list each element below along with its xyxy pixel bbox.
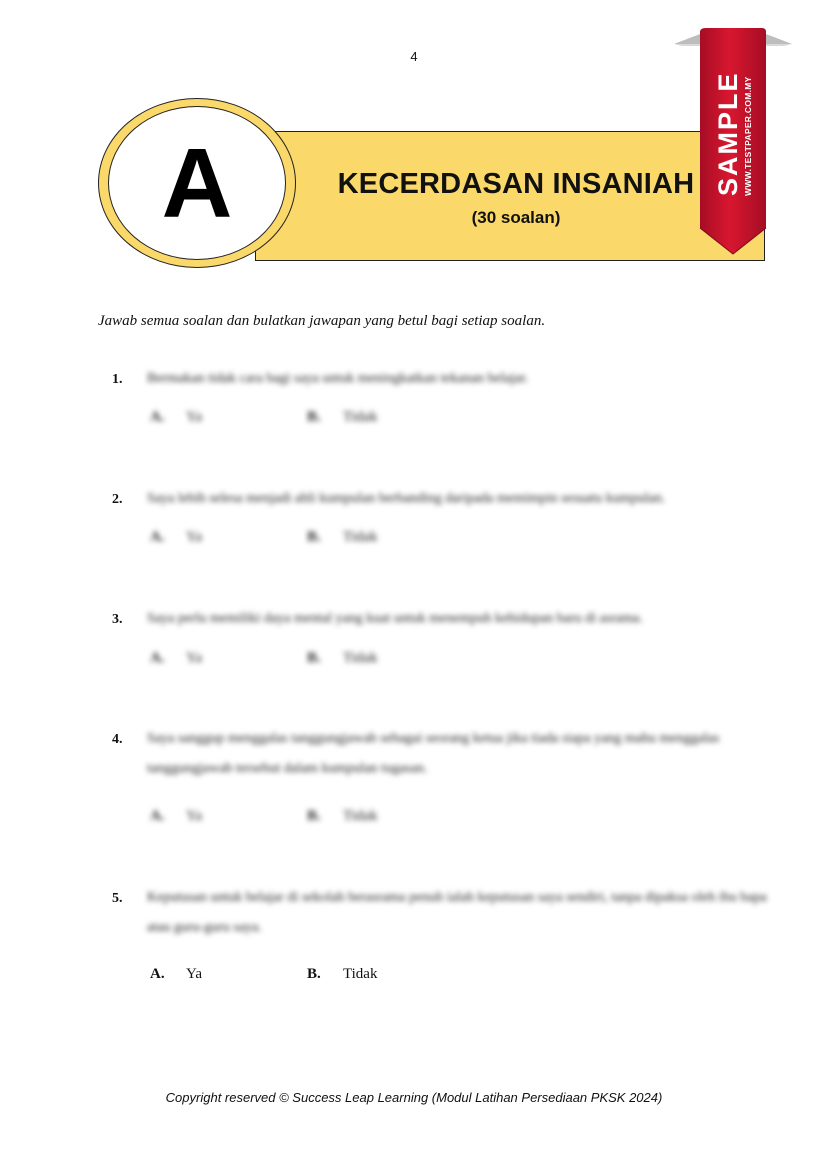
- option-b[interactable]: B. Tidak: [307, 529, 378, 545]
- option-b[interactable]: B. Tidak: [307, 650, 378, 666]
- question-number: 2.: [112, 492, 123, 507]
- question-number: 5.: [112, 891, 123, 906]
- section-letter: A: [161, 127, 233, 238]
- option-a[interactable]: A. Ya: [150, 650, 202, 666]
- instruction-text: Jawab semua soalan dan bulatkan jawapan yang betul bagi setiap soalan.: [98, 313, 546, 329]
- question-number: 1.: [112, 372, 123, 387]
- option-b[interactable]: B. Tidak: [307, 966, 378, 982]
- sample-watermark-label: SAMPLE: [713, 71, 743, 196]
- question-text: Saya perlu memiliki daya mental yang kuat untuk menempuh kehidupan baru di asrama.: [147, 611, 643, 626]
- question-number: 4.: [112, 732, 123, 747]
- sample-watermark-url: WWW.TESTPAPER.COM.MY: [743, 76, 753, 196]
- question-text: Keputusan untuk belajar di sekolah berasrama penuh ialah keputusan saya sendiri, tanpa dipaksa oleh ibu bapa atau guru-guru saya.: [147, 890, 767, 935]
- option-a[interactable]: A. Ya: [150, 808, 202, 824]
- option-a[interactable]: A. Ya: [150, 409, 202, 425]
- option-a[interactable]: A. Ya: [150, 966, 202, 982]
- option-b[interactable]: B. Tidak: [307, 808, 378, 824]
- page-number: 4: [410, 49, 418, 64]
- section-title: KECERDASAN INSANIAH: [337, 168, 695, 200]
- question-number: 3.: [112, 612, 123, 627]
- section-subtitle: (30 soalan): [471, 208, 561, 227]
- option-a[interactable]: A. Ya: [150, 529, 202, 545]
- copyright-footer: Copyright reserved © Success Leap Learning (Modul Latihan Persediaan PKSK 2024): [165, 1090, 663, 1105]
- question-text: Saya sanggup menggalas tanggungjawab sebagai seorang ketua jika tiada siapa yang mahu menggalas tanggungjawab tersebut dalam kumpulan tugasan.: [147, 731, 720, 776]
- question-text: Bermakan tidak cara bagi saya untuk meningkatkan tekanan belajar.: [147, 371, 529, 386]
- option-b[interactable]: B. Tidak: [307, 409, 378, 425]
- question-text: Saya lebih selesa menjadi ahli kumpulan berbanding daripada memimpin sesuatu kumpulan.: [147, 491, 666, 506]
